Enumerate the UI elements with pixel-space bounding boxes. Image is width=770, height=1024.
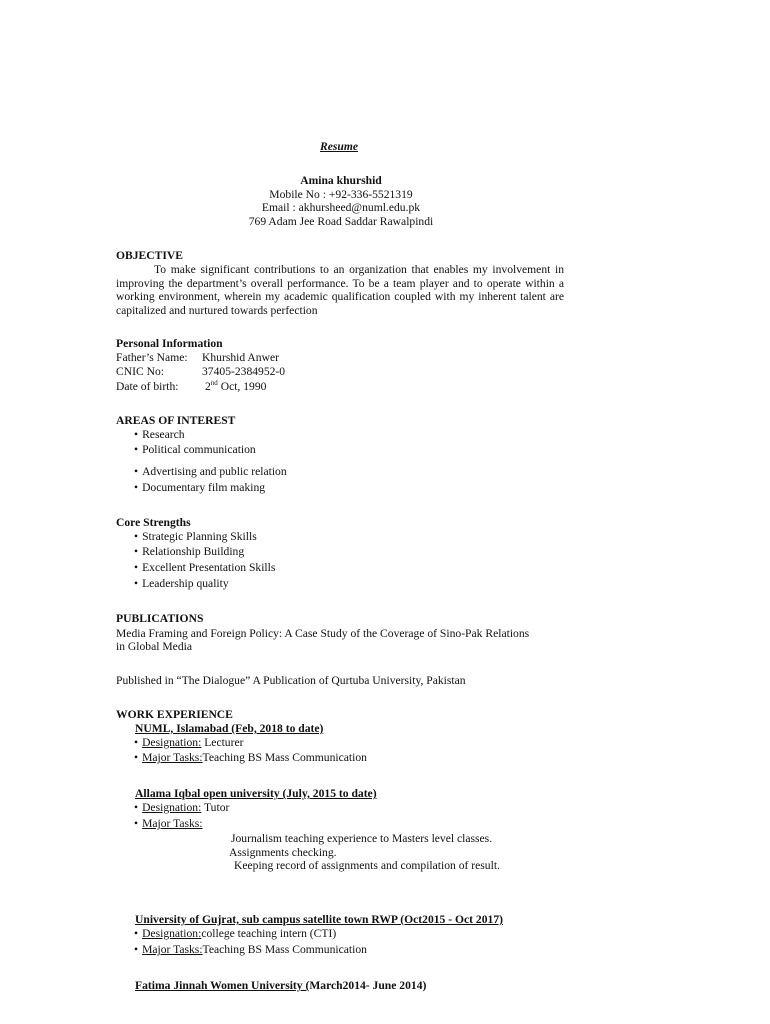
interest-item: • Research: [134, 428, 185, 442]
publication-venue: Published in “The Dialogue” A Publication of Qurtuba University, Pakistan: [116, 674, 466, 687]
dob-label: Date of birth:: [116, 380, 179, 393]
interests-heading: AREAS OF INTEREST: [116, 414, 236, 427]
designation-label: Designation:: [142, 927, 202, 940]
father-name-value: Khurshid Anwer: [202, 351, 279, 364]
job-tasks: [134, 817, 203, 831]
task-line: Journalism teaching experience to Masters level classes.: [231, 832, 493, 845]
designation-value: Tutor: [201, 801, 230, 814]
tasks-value: Teaching BS Mass Communication: [202, 943, 367, 956]
tasks-label: Major Tasks:: [142, 817, 203, 830]
publications-heading: PUBLICATIONS: [116, 612, 204, 625]
job-tasks: [134, 943, 367, 957]
father-name-label: Father’s Name:: [116, 351, 188, 364]
resume-title: Resume: [320, 140, 359, 153]
publication-title-line2: in Global Media: [116, 640, 192, 653]
task-line: Keeping record of assignments and compilation of result.: [234, 859, 500, 872]
job-tasks: [134, 751, 367, 765]
dob-rest: Oct, 1990: [217, 380, 267, 393]
postal-address: 769 Adam Jee Road Saddar Rawalpindi: [248, 215, 434, 228]
job-title-dates: March2014- June 2014): [309, 979, 427, 992]
tasks-value: Teaching BS Mass Communication: [202, 751, 367, 764]
job-designation: [134, 801, 229, 815]
cnic-value: 37405-2384952-0: [202, 365, 286, 378]
job-designation: [134, 927, 336, 941]
interest-item: • Advertising and public relation: [134, 465, 287, 479]
tasks-label: Major Tasks:: [142, 751, 203, 764]
designation-value: Lecturer: [201, 736, 244, 749]
objective-heading: OBJECTIVE: [116, 249, 184, 262]
personal-info-heading: Personal Information: [116, 337, 223, 350]
dob-value: [205, 380, 266, 394]
strength-item: • Leadership quality: [134, 577, 229, 591]
dob-day: 2: [205, 380, 211, 393]
interest-item: • Political communication: [134, 443, 256, 457]
task-line: Assignments checking.: [229, 846, 337, 859]
mobile-number: Mobile No : +92-336-5521319: [269, 188, 413, 201]
work-heading: WORK EXPERIENCE: [116, 708, 233, 721]
dob-ordinal: nd: [210, 379, 218, 388]
strength-item: • Excellent Presentation Skills: [134, 561, 275, 575]
strength-item: • Strategic Planning Skills: [134, 530, 257, 544]
publication-title-line1: Media Framing and Foreign Policy: A Case Study of the Coverage of Sino-Pak Relations: [116, 627, 530, 640]
job-title-underlined: Fatima Jinnah Women University (: [135, 979, 310, 992]
email-address: Email : akhursheed@numl.edu.pk: [261, 201, 421, 214]
tasks-label: Major Tasks:: [142, 943, 203, 956]
interest-item: • Documentary film making: [134, 481, 265, 495]
job-title-uog: University of Gujrat, sub campus satellite town RWP (Oct2015 - Oct 2017): [135, 913, 503, 926]
objective-text: To make significant contributions to an organization that enables my involvement in improving the department’s overall performance. To be a team player and to operate within a working environment, wherein my academic qualification coupled with my inherent talent are capitalized and nurtured towards perfection: [116, 263, 564, 317]
cnic-label: CNIC No:: [116, 365, 164, 378]
job-title-fjwu: [135, 979, 426, 993]
strength-item: • Relationship Building: [134, 545, 244, 559]
strengths-heading: Core Strengths: [116, 516, 191, 529]
job-title-aiou: Allama Iqbal open university (July, 2015 to date): [135, 787, 377, 800]
job-designation: [134, 736, 243, 750]
applicant-name: Amina khurshid: [300, 174, 382, 187]
designation-value: college teaching intern (CTI): [201, 927, 337, 940]
designation-label: Designation:: [142, 736, 202, 749]
designation-label: Designation:: [142, 801, 202, 814]
job-title-numl: NUML, Islamabad (Feb, 2018 to date): [135, 722, 324, 735]
